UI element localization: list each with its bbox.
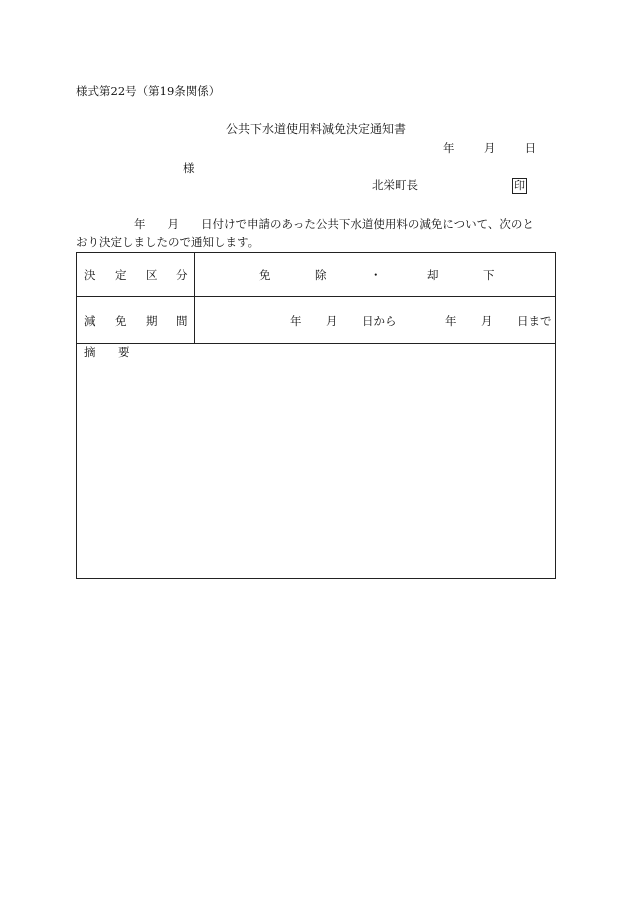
- body-line-2: おり決定しましたので通知します。: [76, 235, 260, 249]
- document-title: 公共下水道使用料減免決定通知書: [226, 122, 407, 136]
- period-start-month: 月: [326, 314, 338, 328]
- decision-exempt-char-1: 免: [259, 268, 271, 282]
- addressee-suffix: 様: [183, 161, 195, 175]
- row1-label-char-3: 区: [146, 268, 158, 282]
- remarks-label-char-2: 要: [118, 345, 130, 359]
- period-end-year: 年: [445, 314, 457, 328]
- date-month: 月: [483, 141, 496, 155]
- row-divider-2: [77, 343, 555, 344]
- date-year: 年: [443, 141, 455, 155]
- row-divider-1: [77, 296, 555, 297]
- period-start-day: 日から: [362, 314, 397, 328]
- decision-separator: ・: [370, 268, 382, 282]
- decision-reject-char-1: 却: [427, 268, 439, 282]
- seal-mark: 印: [514, 179, 525, 192]
- issuer-name: 北栄町長: [372, 178, 418, 192]
- row1-label-char-1: 決: [84, 268, 96, 282]
- period-end-month: 月: [481, 314, 493, 328]
- row2-label-char-2: 免: [115, 314, 127, 328]
- row2-label-char-1: 減: [84, 314, 96, 328]
- row1-label-char-4: 分: [176, 268, 188, 282]
- period-start-year: 年: [290, 314, 302, 328]
- column-divider: [194, 253, 195, 343]
- decision-table: [76, 252, 556, 579]
- body-month: 月: [167, 217, 179, 231]
- period-end-day: 日まで: [517, 314, 552, 328]
- decision-exempt-char-2: 除: [315, 268, 327, 282]
- row2-label-char-4: 間: [176, 314, 188, 328]
- remarks-label-char-1: 摘: [84, 345, 96, 359]
- body-line-1: [76, 219, 534, 231]
- body-line-1-text: 日付けで申請のあった公共下水道使用料の減免について、次のと: [201, 217, 534, 231]
- body-year: 年: [134, 217, 146, 231]
- form-number: 様式第22号（第19条関係）: [76, 84, 221, 98]
- row1-label-char-2: 定: [115, 268, 127, 282]
- issue-date: [443, 143, 536, 155]
- row2-label-char-3: 期: [146, 314, 158, 328]
- decision-reject-char-2: 下: [483, 268, 495, 282]
- date-day: 日: [524, 141, 537, 155]
